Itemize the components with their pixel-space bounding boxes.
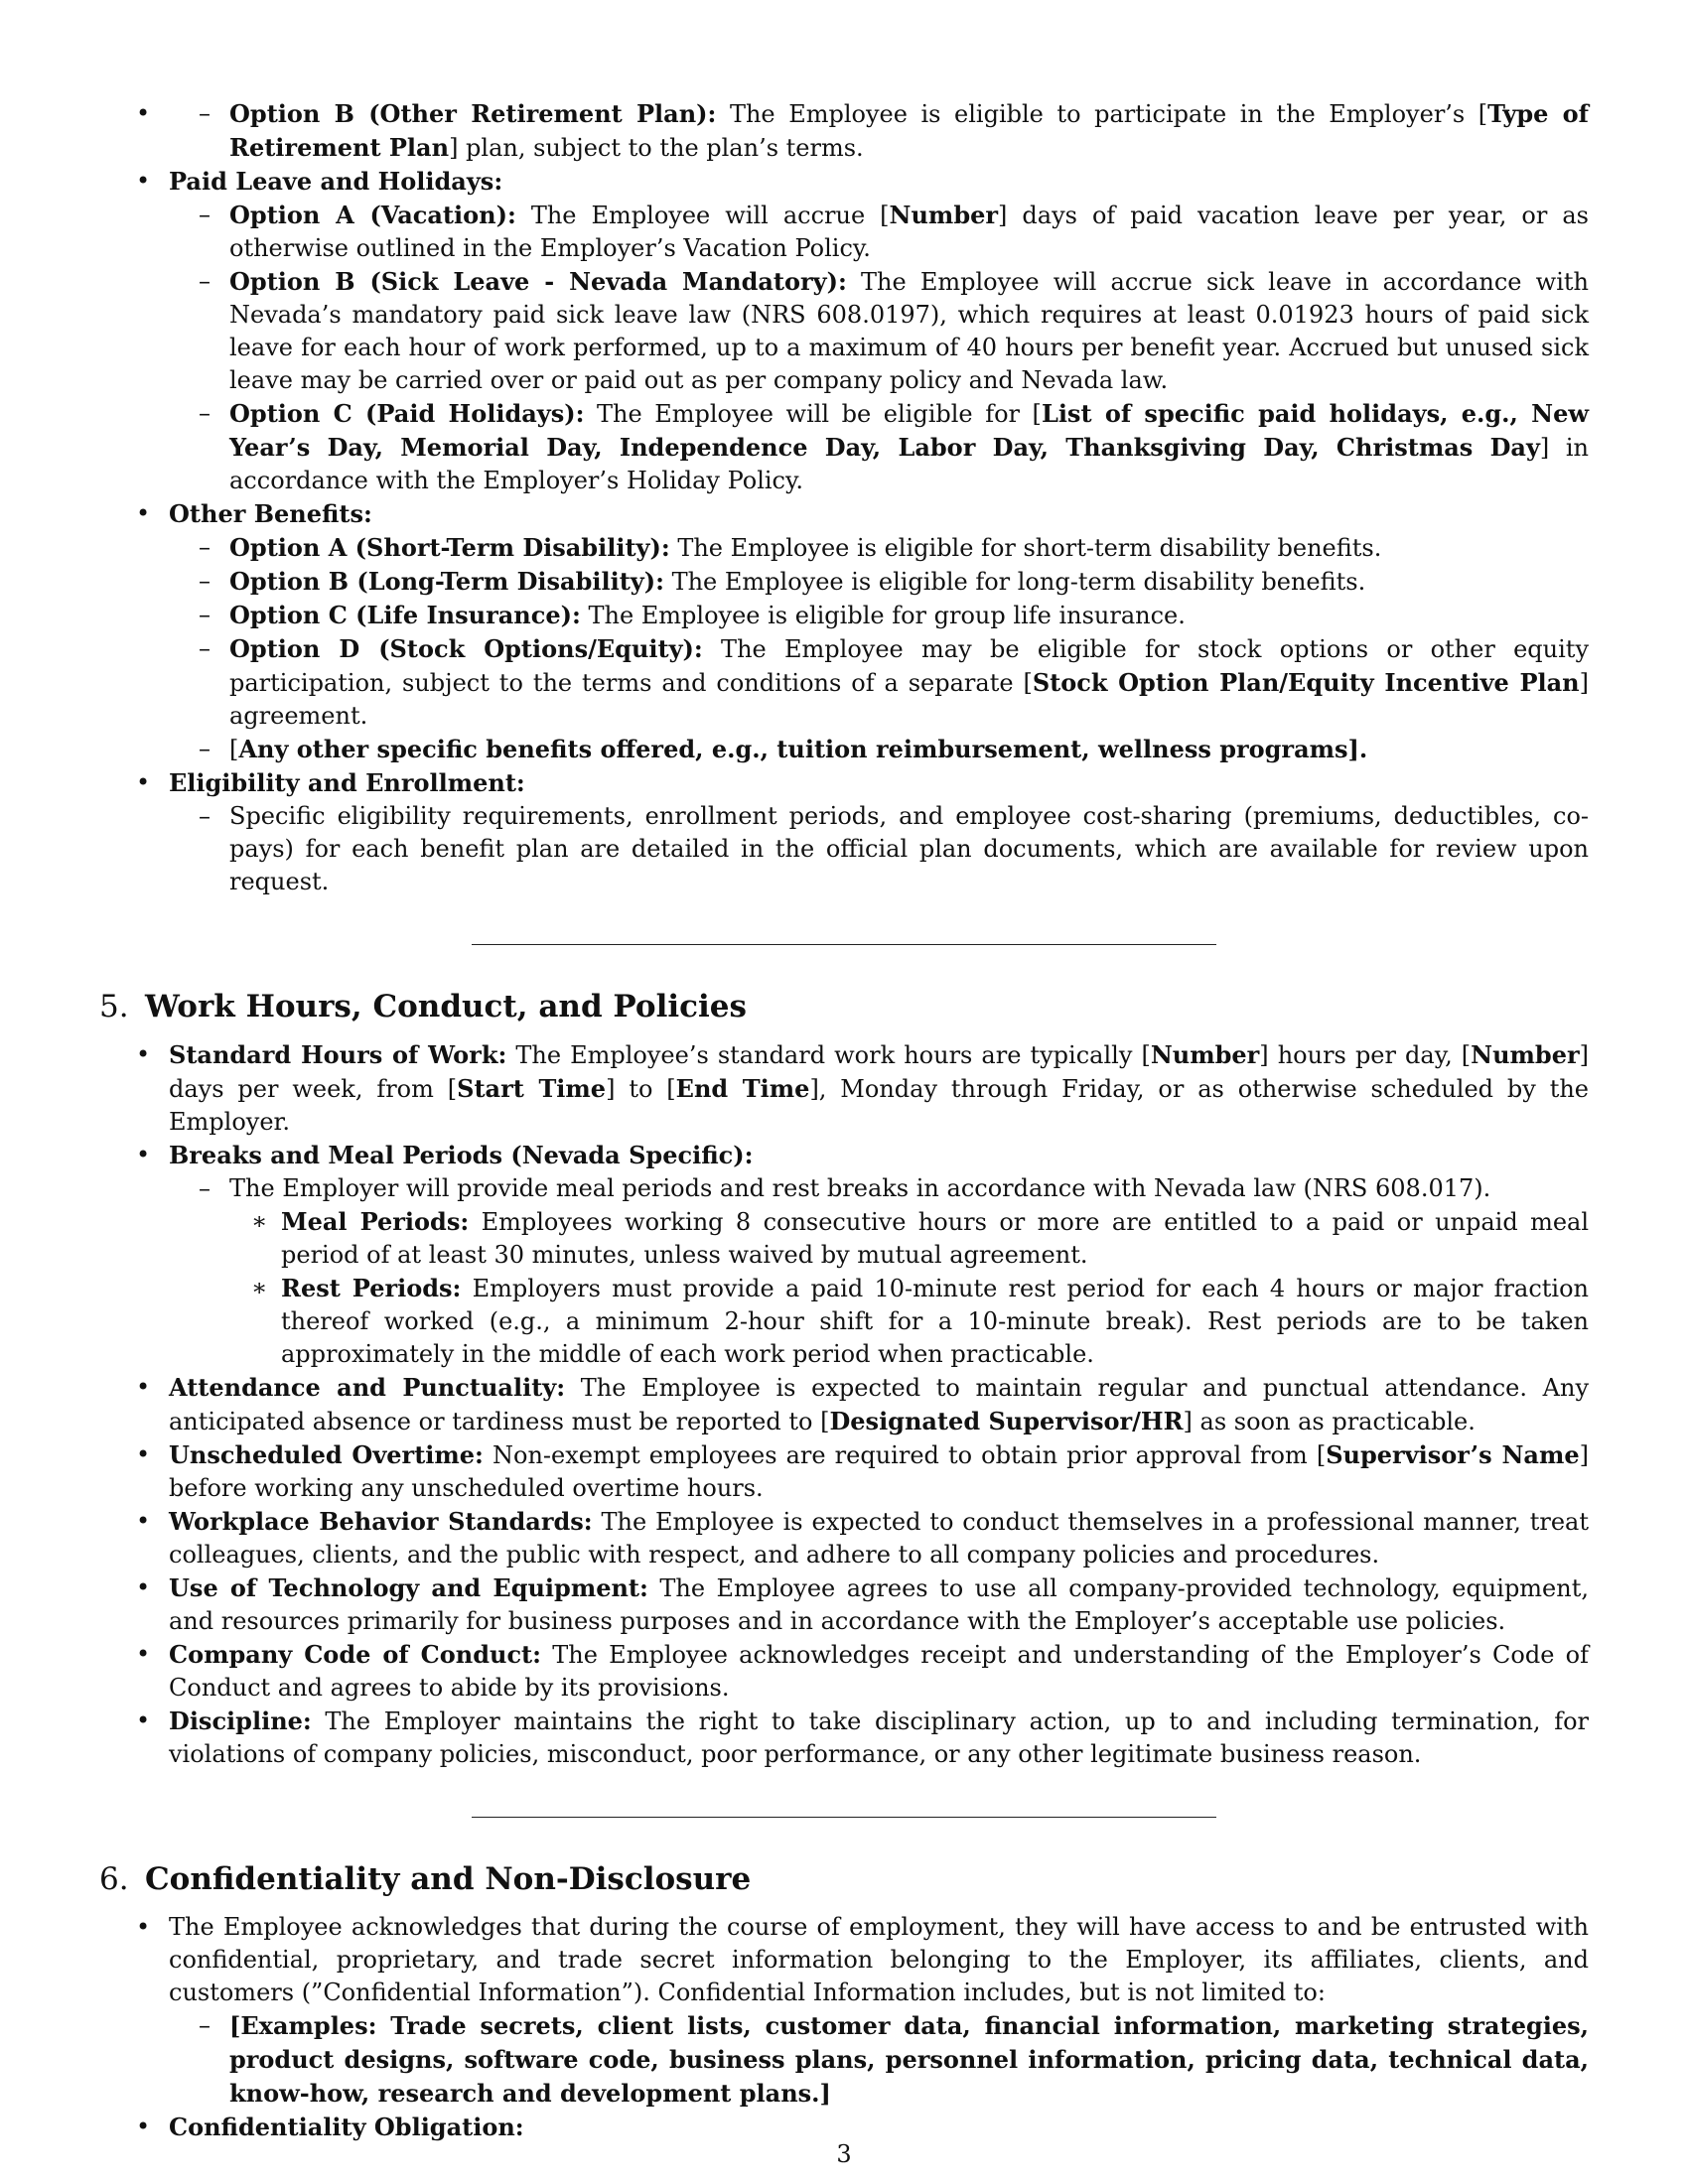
eligibility-item xyxy=(99,766,1589,898)
stock-options-option: – Option D (Stock Options/Equity): The Employee may be eligible for stock options or other equity participation, subject to the terms and conditions of a separate [Stock Option Plan/Equity Incentive Plan] agreement. xyxy=(169,632,1589,733)
sick-leave-option: – Option B (Sick Leave - Nevada Mandatory): The Employee will accrue sick leave in accordance with Nevada’s mandatory paid sick leave law (NRS 608.0197), which requires at least 0.01923 hours of paid sick leave for each hour of work performed, up to a maximum of 40 hours per benefit year. Accrued but unused sick leave may be carried over or paid out as per company policy and Nevada law. xyxy=(169,265,1589,397)
breaks-details xyxy=(169,1172,1589,1371)
code-of-conduct-item: • Company Code of Conduct: The Employee acknowledges receipt and understanding of the Employer’s Code of Conduct and agrees to abide by its provisions. xyxy=(99,1638,1589,1705)
retirement-options xyxy=(169,97,1589,165)
work-hours-list xyxy=(99,1038,1589,1771)
other-benefits-item xyxy=(99,497,1589,766)
holidays-option: – Option C (Paid Holidays): The Employee will be eligible for [List of specific paid holidays, e.g., New Year’s Day, Memorial Day, Independence Day, Labor Day, Thanksgiving Day, Christmas Day] in accordance with the Employer’s Holiday Policy. xyxy=(169,397,1589,497)
overtime-item: • Unscheduled Overtime: Non-exempt employees are required to obtain prior approval from [Supervisor’s Name] before working any unscheduled overtime hours. xyxy=(99,1438,1589,1505)
placeholder-field: Type of Retirement Plan xyxy=(229,99,1589,162)
examples-placeholder: – [Examples: Trade secrets, client lists, customer data, financial information, marketing strategies, product designs, software code, business plans, personnel information, pricing data, technical data, know-how, research and development plans.] xyxy=(169,2009,1589,2111)
meal-periods: ∗ Meal Periods: Employees working 8 consecutive hours or more are entitled to a paid or unpaid meal period of at least 30 minutes, unless waived by mutual agreement. xyxy=(229,1205,1589,1272)
placeholder-field: Examples: Trade secrets, client lists, customer data, financial information, marketing strategies, product designs, software code, business plans, personnel information, pricing data, technical data, know-how, research and development plans. xyxy=(229,2011,1589,2108)
behavior-item: • Workplace Behavior Standards: The Employee is expected to conduct themselves in a professional manner, treat colleagues, clients, and the public with respect, and adhere to all company policies and procedures. xyxy=(99,1505,1589,1571)
item-heading: Paid Leave and Holidays: xyxy=(169,167,503,196)
item-heading: Confidentiality Obligation: xyxy=(169,2113,524,2141)
paid-leave-item xyxy=(99,165,1589,497)
long-term-disability-option: – Option B (Long-Term Disability): The Employee is eligible for long-term disability benefits. xyxy=(169,565,1589,599)
page-number: 3 xyxy=(836,2140,852,2168)
placeholder-field: Stock Option Plan/Equity Incentive Plan xyxy=(1032,668,1580,697)
short-term-disability-option: – Option A (Short-Term Disability): The Employee is eligible for short-term disability benefits. xyxy=(169,531,1589,565)
life-insurance-option: – Option C (Life Insurance): The Employee is eligible for group life insurance. xyxy=(169,599,1589,632)
item-heading: Breaks and Meal Periods (Nevada Specific): xyxy=(169,1141,754,1169)
section-divider xyxy=(472,944,1216,945)
other-benefits-options xyxy=(169,531,1589,766)
technology-item: • Use of Technology and Equipment: The Employee agrees to use all company-provided technology, equipment, and resources primarily for business purposes and in accordance with the Employer’s acceptable use policies. xyxy=(99,1571,1589,1638)
page-content xyxy=(99,97,1589,2144)
breaks-sublist xyxy=(229,1205,1589,1371)
discipline-item: • Discipline: The Employer maintains the right to take disciplinary action, up to and including termination, for violations of company policies, misconduct, poor performance, or any other legitimate business reason. xyxy=(99,1705,1589,1771)
confidential-info-item: • The Employee acknowledges that during the course of employment, they will have access to and be entrusted with confidential, proprietary, and trade secret information belonging to the Employer, its affiliates, clients, and customers (”Confidential Information”). Confidential Information includes, but is not limited to: – [Examples: Trade secrets, client lists, customer data, financial information, marketing strategies, product designs, software code, business plans, personnel information, pricing data, technical data, know-how, research and development plans.] xyxy=(99,1911,1589,2111)
breaks-item xyxy=(99,1139,1589,1371)
retirement-continuation xyxy=(99,97,1589,165)
vacation-option: – Option A (Vacation): The Employee will accrue [Number] days of paid vacation leave per year, or as otherwise outlined in the Employer’s Vacation Policy. xyxy=(169,199,1589,265)
eligibility-details xyxy=(169,800,1589,898)
rest-periods: ∗ Rest Periods: Employers must provide a paid 10-minute rest period for each 4 hours or major fraction thereof worked (e.g., a minimum 2-hour shift for a 10-minute break). Rest periods are to be taken approximately in the middle of each work period when practicable. xyxy=(229,1272,1589,1371)
other-benefits-placeholder: – [Any other specific benefits offered, e.g., tuition reimbursement, wellness programs]. xyxy=(169,733,1589,766)
breaks-intro: – The Employer will provide meal periods and rest breaks in accordance with Nevada law (NRS 608.017). ∗ Meal Periods: Employees working 8 consecutive hours or more are entitled to a paid or unpaid meal period of at least 30 minutes, unless waived by mutual agreement. ∗ Rest Periods: Employers must provide a paid 10-minute rest period for each 4 hours or major fraction thereof worked (e.g., a minimum 2-hour shift for a 10-minute break). Rest periods are to be taken approximately in the middle of each work period when practicable. xyxy=(169,1172,1589,1371)
section-heading-6: 6. Confidentiality and Non-Disclosure xyxy=(99,1861,752,1897)
confidential-examples xyxy=(169,2009,1589,2111)
section-heading-5: 5. Work Hours, Conduct, and Policies xyxy=(99,989,747,1024)
option-label: Option B (Other Retirement Plan): xyxy=(229,99,717,128)
placeholder-field: Designated Supervisor/HR xyxy=(829,1407,1184,1435)
item-heading: Eligibility and Enrollment: xyxy=(169,768,525,797)
placeholder-field: Number xyxy=(889,201,999,229)
placeholder-field: Number xyxy=(1150,1040,1260,1069)
item-heading: Other Benefits: xyxy=(169,499,372,528)
standard-hours-item: • Standard Hours of Work: The Employee’s standard work hours are typically [Number] hours per day, [Number] days per week, from [Start Time] to [End Time], Monday through Friday, or as otherwise scheduled by the Employer. xyxy=(99,1038,1589,1139)
paid-leave-options xyxy=(169,199,1589,497)
placeholder-field: Supervisor’s Name xyxy=(1326,1440,1580,1469)
placeholder-field: List of specific paid holidays, e.g., New Year’s Day, Memorial Day, Independence Day, Labor Day, Thanksgiving Day, Christmas Day xyxy=(229,399,1589,462)
placeholder-field: End Time xyxy=(675,1074,810,1103)
placeholder-field: Number xyxy=(1471,1040,1580,1069)
confidentiality-list xyxy=(99,1911,1589,2144)
confidentiality-obligation-item xyxy=(99,2111,1589,2144)
benefits-list xyxy=(99,97,1589,898)
placeholder-field: Any other specific benefits offered, e.g., tuition reimbursement, wellness programs xyxy=(238,735,1348,763)
retirement-option-b: – • Option B (Other Retirement Plan): The Employee is eligible to participate in the Employer’s [Type of Retirement Plan] plan, subject to the plan’s terms. xyxy=(169,97,1589,165)
section-divider xyxy=(472,1817,1216,1818)
attendance-item: • Attendance and Punctuality: The Employee is expected to maintain regular and punctual attendance. Any anticipated absence or tardiness must be reported to [Designated Supervisor/HR] as soon as practicable. xyxy=(99,1371,1589,1438)
eligibility-text: – Specific eligibility requirements, enrollment periods, and employee cost-sharing (premiums, deductibles, co-pays) for each benefit plan are detailed in the official plan documents, which are available for review upon request. xyxy=(169,800,1589,898)
placeholder-field: Start Time xyxy=(457,1074,607,1103)
